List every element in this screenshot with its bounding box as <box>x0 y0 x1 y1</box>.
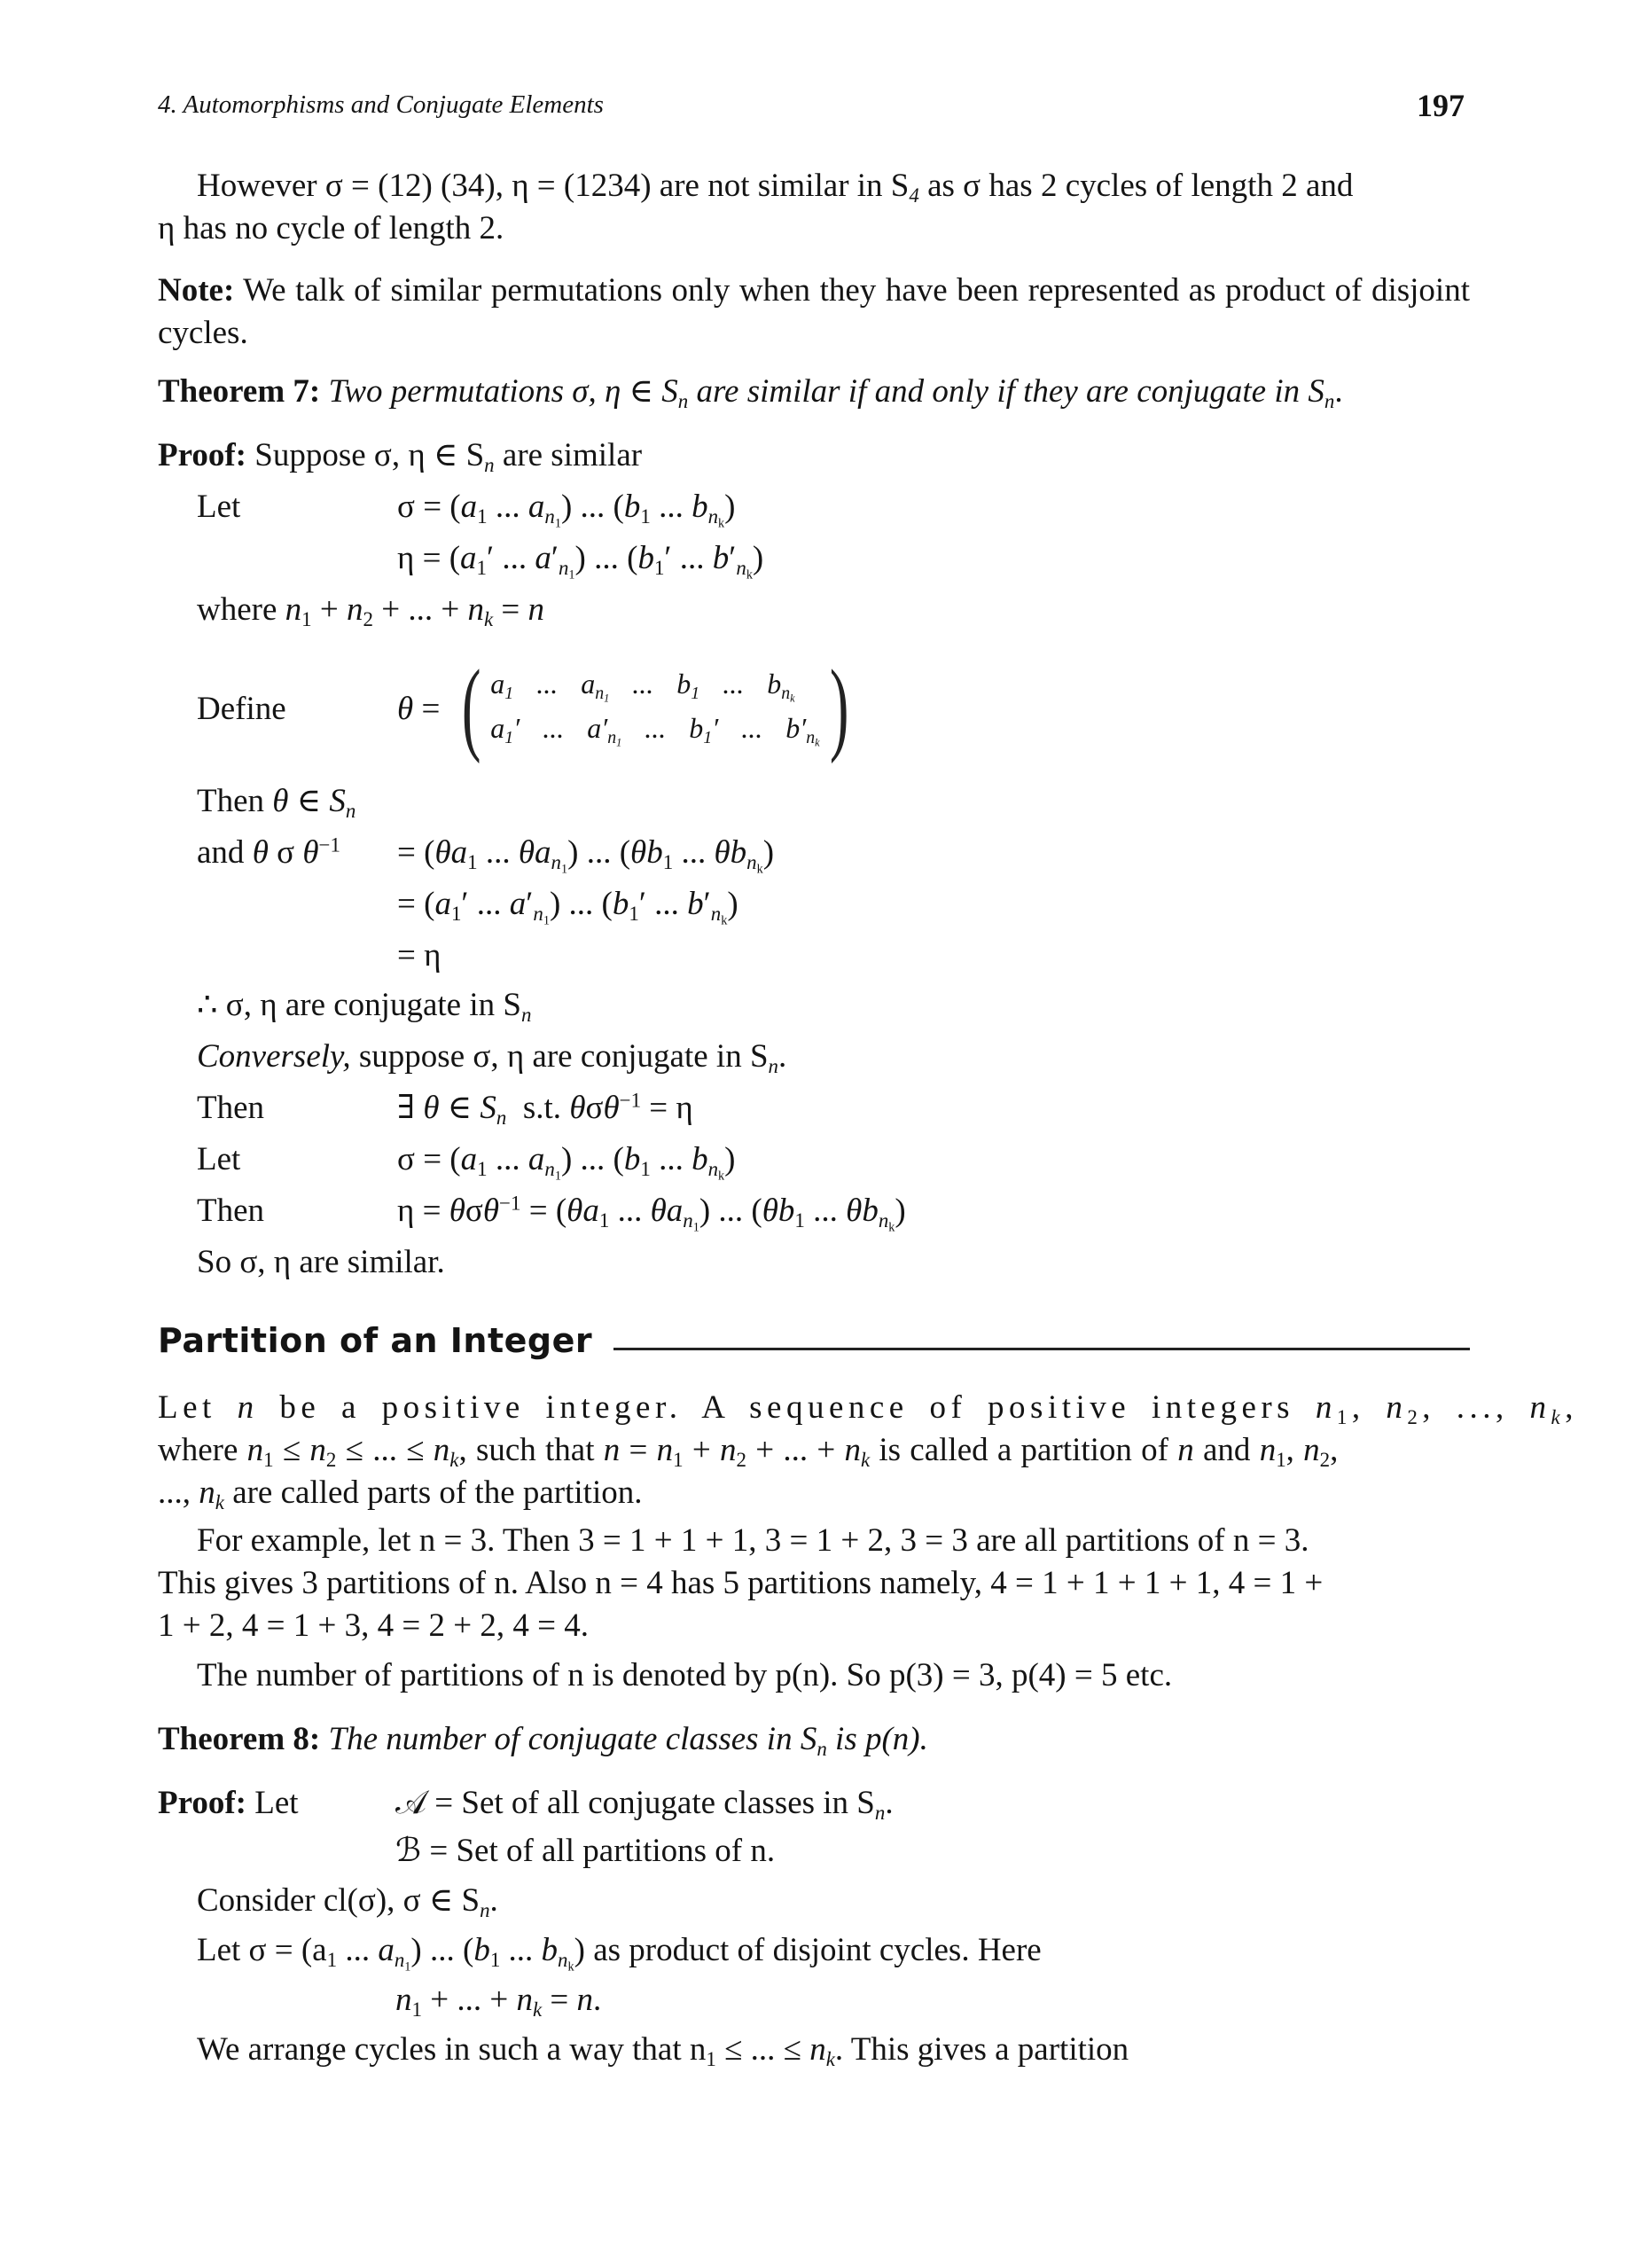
where-sum: where $n_1 + n_2$ + ... + $n_k = n$ <box>197 591 544 630</box>
proof-7-intro: Proof: Suppose σ, η ∈ $S_n$ are similar <box>158 437 643 476</box>
running-title: 4. Automorphisms and Conjugate Elements <box>158 90 604 119</box>
let-sigma-label: Let <box>197 1141 241 1177</box>
section-title: Partition of an Integer <box>158 1321 593 1360</box>
theta-matrix <box>454 648 856 764</box>
so-similar: So σ, η are similar. <box>197 1244 445 1280</box>
exists-theta: ∃ θ ∈ $S_n$ s.t. θσθ$^{-1}$ = η <box>397 1089 693 1129</box>
conjugation-rhs-3: = η <box>397 937 441 974</box>
theorem-7-label: Theorem 7: <box>158 373 321 410</box>
conjugation-line-1: and θ σ $\theta^{-1}$ <box>197 833 340 871</box>
conversely-line: Conversely, suppose σ, η are conjugate in $S_n$. <box>197 1038 787 1077</box>
section-heading <box>158 1319 1470 1363</box>
left-paren: ( <box>461 648 481 764</box>
proof-let-label: Let <box>197 489 241 525</box>
eta-conjugate-cycles: $\eta = \theta\sigma\theta^{-1} = (\theta a_1$ ... $\theta a_{n_1}$) ... ($\theta b_1$ ... $\theta b_{n_k}$) <box>397 1192 906 1235</box>
intro-line-2: η has no cycle of length 2. <box>158 210 504 246</box>
consider-line: Consider cl(σ), σ ∈ $S_n$. <box>197 1882 498 1921</box>
proof-label: Proof: <box>158 437 246 473</box>
theta-equals: θ = <box>397 691 441 727</box>
intro-line-1: However σ = (12) (34), η = (1234) are not similar in $S_4$ as σ has 2 cycles of length 2 and <box>197 168 1354 207</box>
proof-8-label: Proof: <box>158 1785 246 1821</box>
sigma-cycles: $\sigma = (a_1$ ... $a_{n_1}$) ... ($b_1$ ... $b_{n_k}$) <box>397 489 736 531</box>
note-paragraph: Note: We talk of similar permutations only when they have been represented as product of disjoint cycles. <box>158 272 1470 352</box>
example-line-2: This gives 3 partitions of n. Also n = 4 has 5 partitions namely, 4 = 1 + 1 + 1 + 1, 4 = 1 + <box>158 1565 1324 1601</box>
conjugation-rhs-1: = ($\theta a_1$ ... $\theta a_{n_1}$) ... ($\theta b_1$ ... $\theta b_{n_k}$) <box>397 834 775 877</box>
theorem-8: Theorem 8: The number of conjugate classes in $S_n$ is p(n). <box>158 1721 928 1760</box>
define-label: Define <box>197 691 286 727</box>
right-paren: ) <box>829 648 849 764</box>
page-number: 197 <box>1417 88 1465 123</box>
proof-8-let: Proof: Let <box>158 1785 299 1821</box>
partition-def-line-2: where $n_1 \le n_2$ ≤ ... ≤ $n_k$, such that $n = n_1 + n_2$ + ... + $n_k$ is called a partition of n and $n_1$, $n_2$, <box>158 1432 1339 1471</box>
then-exists-label: Then <box>197 1090 265 1126</box>
sum-equals-n: $n_1$ + ... + $n_k = n$. <box>395 1982 602 2021</box>
then-theta-in-sn: Then θ ∈ $S_n$ <box>197 783 356 822</box>
let-sigma-cycles: $\sigma = (a_1$ ... $a_{n_1}$) ... ($b_1$ ... $b_{n_k}$) <box>397 1141 736 1184</box>
example-line-3: 1 + 2, 4 = 1 + 3, 4 = 2 + 2, 4 = 4. <box>158 1607 589 1644</box>
matrix-row-top: $a_1$ ... $a_{n_1}$ ... $b_1$ ... $b_{n_k}$ <box>490 668 795 706</box>
example-line-1: For example, let n = 3. Then 3 = 1 + 1 + 1, 3 = 1 + 2, 3 = 3 are all partitions of n = 3. <box>197 1522 1309 1559</box>
matrix-row-bottom: $a_1'$ ... $a'_{n_1}$ ... $b_1'$ ... $b'_{n_k}$ <box>490 712 820 749</box>
conjugation-rhs-2: = ($a_1'$ ... $a'_{n_1}$) ... ($b_1'$ ... $b'_{n_k}$) <box>397 886 738 928</box>
partition-count-line: The number of partitions of n is denoted by p(n). So p(3) = 3, p(4) = 5 etc. <box>197 1657 1173 1693</box>
let-sigma-disjoint: Let $\sigma = (a_1$ ... $a_{n_1}$) ... ($b_1$ ... $b_{n_k}$) as product of disjoint cycles. Here <box>197 1932 1042 1975</box>
partition-def-line-3: ..., $n_k$ are called parts of the partition. <box>158 1474 643 1513</box>
set-a-definition: 𝒜 = Set of all conjugate classes in $S_n$. <box>395 1785 894 1824</box>
therefore-line: ∴ σ, η are conjugate in $S_n$ <box>197 987 532 1026</box>
note-label: Note: <box>158 272 235 309</box>
theorem-8-label: Theorem 8: <box>158 1721 321 1757</box>
then-eta-label: Then <box>197 1193 265 1229</box>
book-page <box>158 0 1578 2268</box>
set-b-definition: ℬ = Set of all partitions of n. <box>395 1833 776 1869</box>
theorem-7: Theorem 7: Two permutations σ, η ∈ $S_n$ are similar if and only if they are conjugate in $S_n$. <box>158 373 1343 412</box>
arrange-line: We arrange cycles in such a way that $n_1$ ≤ ... ≤ $n_k$. This gives a partition <box>197 2031 1129 2070</box>
eta-cycles: $\eta = (a_1'$ ... $a'_{n_1}$) ... ($b_1'$ ... $b'_{n_k}$) <box>397 540 764 583</box>
heading-rule <box>613 1348 1470 1350</box>
partition-def-line-1: Let n be a positive integer. A sequence of positive integers $n_1$, $n_2$, ..., $n_k$, <box>158 1389 1578 1428</box>
